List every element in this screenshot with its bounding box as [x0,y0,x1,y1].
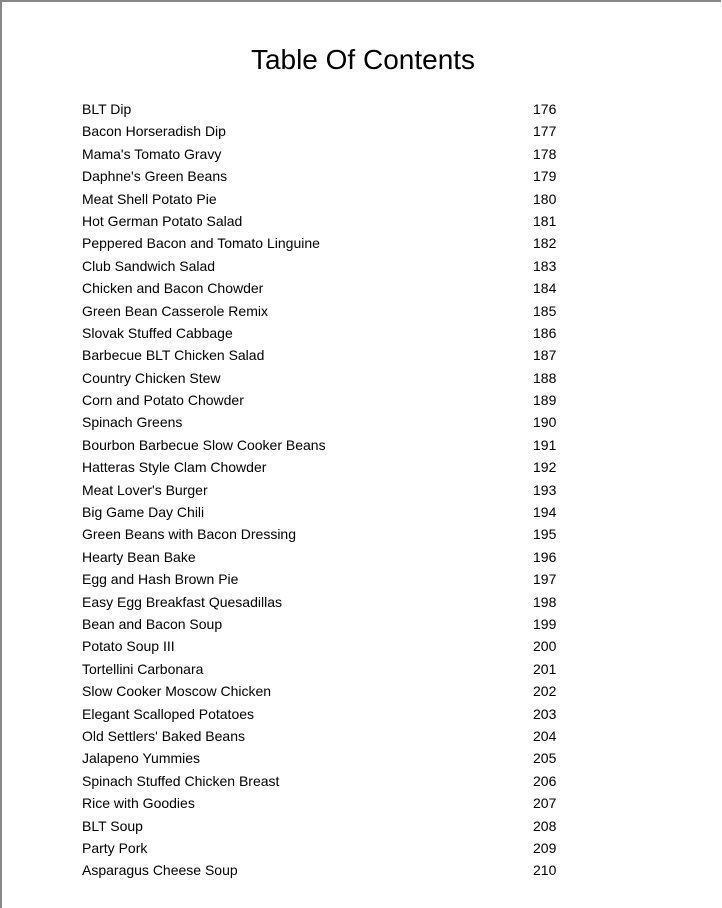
toc-entry[interactable] [82,188,582,210]
toc-entry-page: 181 [533,212,557,229]
toc-entry-page: 208 [533,817,557,834]
toc-entry-title: BLT Soup [82,817,143,834]
toc-entry-page: 188 [533,369,557,386]
toc-entry[interactable] [82,613,582,635]
toc-entry-page: 184 [533,280,557,297]
toc-entry-title: Club Sandwich Salad [82,257,216,274]
toc-entry-title: Spinach Greens [82,414,183,431]
toc-entry-title: Jalapeno Yummies [82,750,201,767]
toc-entry[interactable] [82,411,582,433]
toc-entry-page: 202 [533,683,557,700]
toc-entry[interactable] [82,770,582,792]
toc-entry[interactable] [82,434,582,456]
toc-entry-page: 206 [533,772,557,789]
toc-entry-page: 205 [533,750,557,767]
toc-entry-page: 186 [533,324,557,341]
toc-entry[interactable] [82,635,582,657]
toc-entry-page: 190 [533,414,557,431]
toc-entry-page: 194 [533,504,557,521]
toc-entry[interactable] [82,658,582,680]
toc-entry-page: 207 [533,795,557,812]
toc-entry[interactable] [82,277,582,299]
toc-entry[interactable] [82,120,582,142]
toc-entry-page: 185 [533,302,557,319]
toc-entry[interactable] [82,232,582,254]
toc-entry-page: 195 [533,526,557,543]
toc-entry-page: 197 [533,571,557,588]
toc-entry[interactable] [82,591,582,613]
toc-entry-title: Country Chicken Stew [82,369,221,386]
toc-entry[interactable] [82,837,582,859]
toc-entry[interactable] [82,859,582,881]
toc-entry-title: Hearty Bean Bake [82,548,196,565]
toc-entry[interactable] [82,456,582,478]
toc-entry-title: Party Pork [82,839,148,856]
toc-entry-title: Spinach Stuffed Chicken Breast [82,772,280,789]
toc-entry-title: Chicken and Bacon Chowder [82,280,264,297]
toc-entry-title: Potato Soup III [82,638,175,655]
page-title: Table Of Contents [250,44,476,75]
toc-entry-title: Bacon Horseradish Dip [82,123,226,140]
toc-entry[interactable] [82,210,582,232]
toc-entry-title: Meat Lover's Burger [82,481,208,498]
toc-entry-title: Egg and Hash Brown Pie [82,571,239,588]
toc-entry-page: 198 [533,593,557,610]
toc-entry-title: Big Game Day Chili [82,504,205,521]
toc-entry-title: BLT Dip [82,101,132,117]
toc-entry[interactable] [82,501,582,523]
toc-entry[interactable] [82,523,582,545]
toc-entry[interactable] [82,255,582,277]
toc-entry[interactable] [82,344,582,366]
toc-entry-title: Easy Egg Breakfast Quesadillas [82,593,282,610]
toc-entry[interactable] [82,680,582,702]
toc-entry-title: Asparagus Cheese Soup [82,862,238,879]
toc-entry[interactable] [82,322,582,344]
toc-entry-page: 201 [533,660,557,677]
toc-entry-title: Daphne's Green Beans [82,168,228,185]
toc-entry-title: Peppered Bacon and Tomato Linguine [82,235,320,252]
toc-entry-page: 179 [533,168,557,185]
toc-entry-title: Green Bean Casserole Remix [82,302,268,319]
toc-entry-title: Mama's Tomato Gravy [82,145,222,162]
toc-entry-title: Elegant Scalloped Potatoes [82,705,255,722]
toc-entry-page: 187 [533,347,557,364]
toc-entry[interactable] [82,300,582,322]
toc-entry-title: Hatteras Style Clam Chowder [82,459,267,476]
toc-entry-title: Tortellini Carbonara [82,660,204,677]
toc-entry-page: 193 [533,481,557,498]
toc-entry-title: Corn and Potato Chowder [82,392,244,409]
toc-entry-page: 196 [533,548,557,565]
toc-entry-page: 210 [533,862,557,879]
toc-entry-page: 200 [533,638,557,655]
toc-entry[interactable] [82,143,582,165]
toc-entry-page: 189 [533,392,557,409]
toc-entry-title: Bean and Bacon Soup [82,615,223,632]
toc-entry-page: 209 [533,839,557,856]
toc-entry-title: Barbecue BLT Chicken Salad [82,347,265,364]
toc-entry-title: Hot German Potato Salad [82,212,243,229]
toc-entry-title: Old Settlers' Baked Beans [82,727,245,744]
toc-entry-title: Green Beans with Bacon Dressing [82,526,296,543]
toc-entry-page: 180 [533,190,557,207]
toc-entry-page: 183 [533,257,557,274]
toc-entry-title: Slovak Stuffed Cabbage [82,324,233,341]
toc-entry-page: 203 [533,705,557,722]
toc-entry[interactable] [82,568,582,590]
toc-entry-title: Rice with Goodies [82,795,195,812]
toc-entry[interactable] [82,725,582,747]
toc-entry[interactable] [82,703,582,725]
toc-entry-page: 177 [533,123,557,140]
toc-entry-title: Slow Cooker Moscow Chicken [82,683,272,700]
toc-entry[interactable] [82,98,582,120]
toc-entry[interactable] [82,546,582,568]
toc-entry[interactable] [82,165,582,187]
toc-entry[interactable] [82,792,582,814]
toc-entry-title: Bourbon Barbecue Slow Cooker Beans [82,436,326,453]
toc-entry-title: Meat Shell Potato Pie [82,190,217,207]
toc-entry-page: 176 [533,101,557,117]
toc-entry-page: 204 [533,727,557,744]
toc-entry[interactable] [82,389,582,411]
toc-entry[interactable] [82,747,582,769]
toc-entry[interactable] [82,367,582,389]
toc-entry[interactable] [82,479,582,501]
toc-entry[interactable] [82,815,582,837]
toc-list [82,98,582,882]
toc-entry-page: 199 [533,615,557,632]
toc-entry-page: 192 [533,459,557,476]
toc-entry-page: 178 [533,145,557,162]
toc-entry-page: 191 [533,436,557,453]
toc-entry-page: 182 [533,235,557,252]
